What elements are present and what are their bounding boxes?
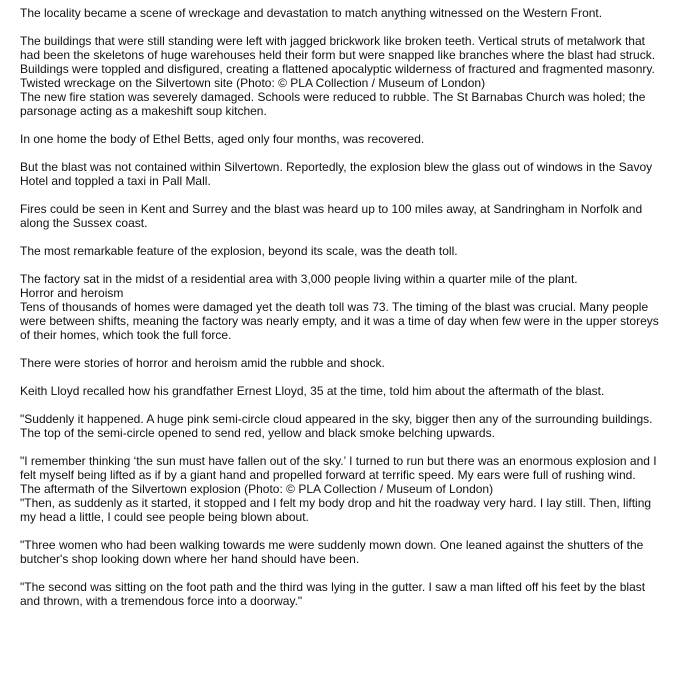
paragraph: The factory sat in the midst of a residential area with 3,000 people living within a quarter mile of the plant. <box>20 272 578 286</box>
paragraph: There were stories of horror and heroism amid the rubble and shock. <box>20 356 385 370</box>
paragraph: But the blast was not contained within Silvertown. Reportedly, the explosion blew the glass out of windows in the Savoy Hotel and toppled a taxi in Pall Mall. <box>20 160 653 188</box>
paragraph: Keith Lloyd recalled how his grandfather Ernest Lloyd, 35 at the time, told him about the aftermath of the blast. <box>20 384 605 398</box>
quote-paragraph: "The second was sitting on the foot path and the third was lying in the gutter. I saw a man lifted off his feet by the blast and thrown, with a tremendous force into a doorway." <box>20 580 646 608</box>
quote-paragraph: "I remember thinking ‘the sun must have fallen out of the sky.’ I turned to run but there was an enormous explosion and I felt myself being lifted as if by a giant hand and propelled forward at terrific speed. My ears were full of rushing wind. <box>20 454 657 482</box>
subheading: Horror and heroism <box>20 286 124 300</box>
paragraph: The most remarkable feature of the explosion, beyond its scale, was the death toll. <box>20 244 458 258</box>
paragraph: Fires could be seen in Kent and Surrey and the blast was heard up to 100 miles away, at Sandringham in Norfolk and along the Sussex coast. <box>20 202 643 230</box>
paragraph: In one home the body of Ethel Betts, aged only four months, was recovered. <box>20 132 425 146</box>
paragraph: The locality became a scene of wreckage and devastation to match anything witnessed on the Western Front. <box>20 6 603 20</box>
quote-paragraph: "Suddenly it happened. A huge pink semi-circle cloud appeared in the sky, bigger then any of the surrounding buildings. The top of the semi-circle opened to send red, yellow and black smoke belching upwards. <box>20 412 653 440</box>
quote-paragraph: "Then, as suddenly as it started, it stopped and I felt my body drop and hit the roadway very hard. I lay still. Then, lifting my head a little, I could see people being blown about. <box>20 496 652 524</box>
photo-caption: Twisted wreckage on the Silvertown site (Photo: © PLA Collection / Museum of London) <box>20 76 486 90</box>
quote-paragraph: "Three women who had been walking towards me were suddenly mown down. One leaned against the shutters of the butcher's shop looking down where her hand should have been. <box>20 538 644 566</box>
photo-caption: The aftermath of the Silvertown explosion (Photo: © PLA Collection / Museum of London) <box>20 482 494 496</box>
paragraph: The buildings that were still standing were left with jagged brickwork like broken teeth. Vertical struts of metalwork that had been the skeletons of huge warehouses held their form but were snapped like branches where the blast had struck. Buildings were toppled and disfigured, creating a flattened apocalyptic wilderness of fractured and fragmented masonry. <box>20 34 656 76</box>
paragraph: Tens of thousands of homes were damaged yet the death toll was 73. The timing of the blast was crucial. Many people were between shifts, meaning the factory was nearly empty, and it was a time of day when few were in the upper storeys of their homes, which took the full force. <box>20 300 659 342</box>
paragraph: The new fire station was severely damaged. Schools were reduced to rubble. The St Barnabas Church was holed; the parsonage acting as a makeshift soup kitchen. <box>20 90 646 118</box>
